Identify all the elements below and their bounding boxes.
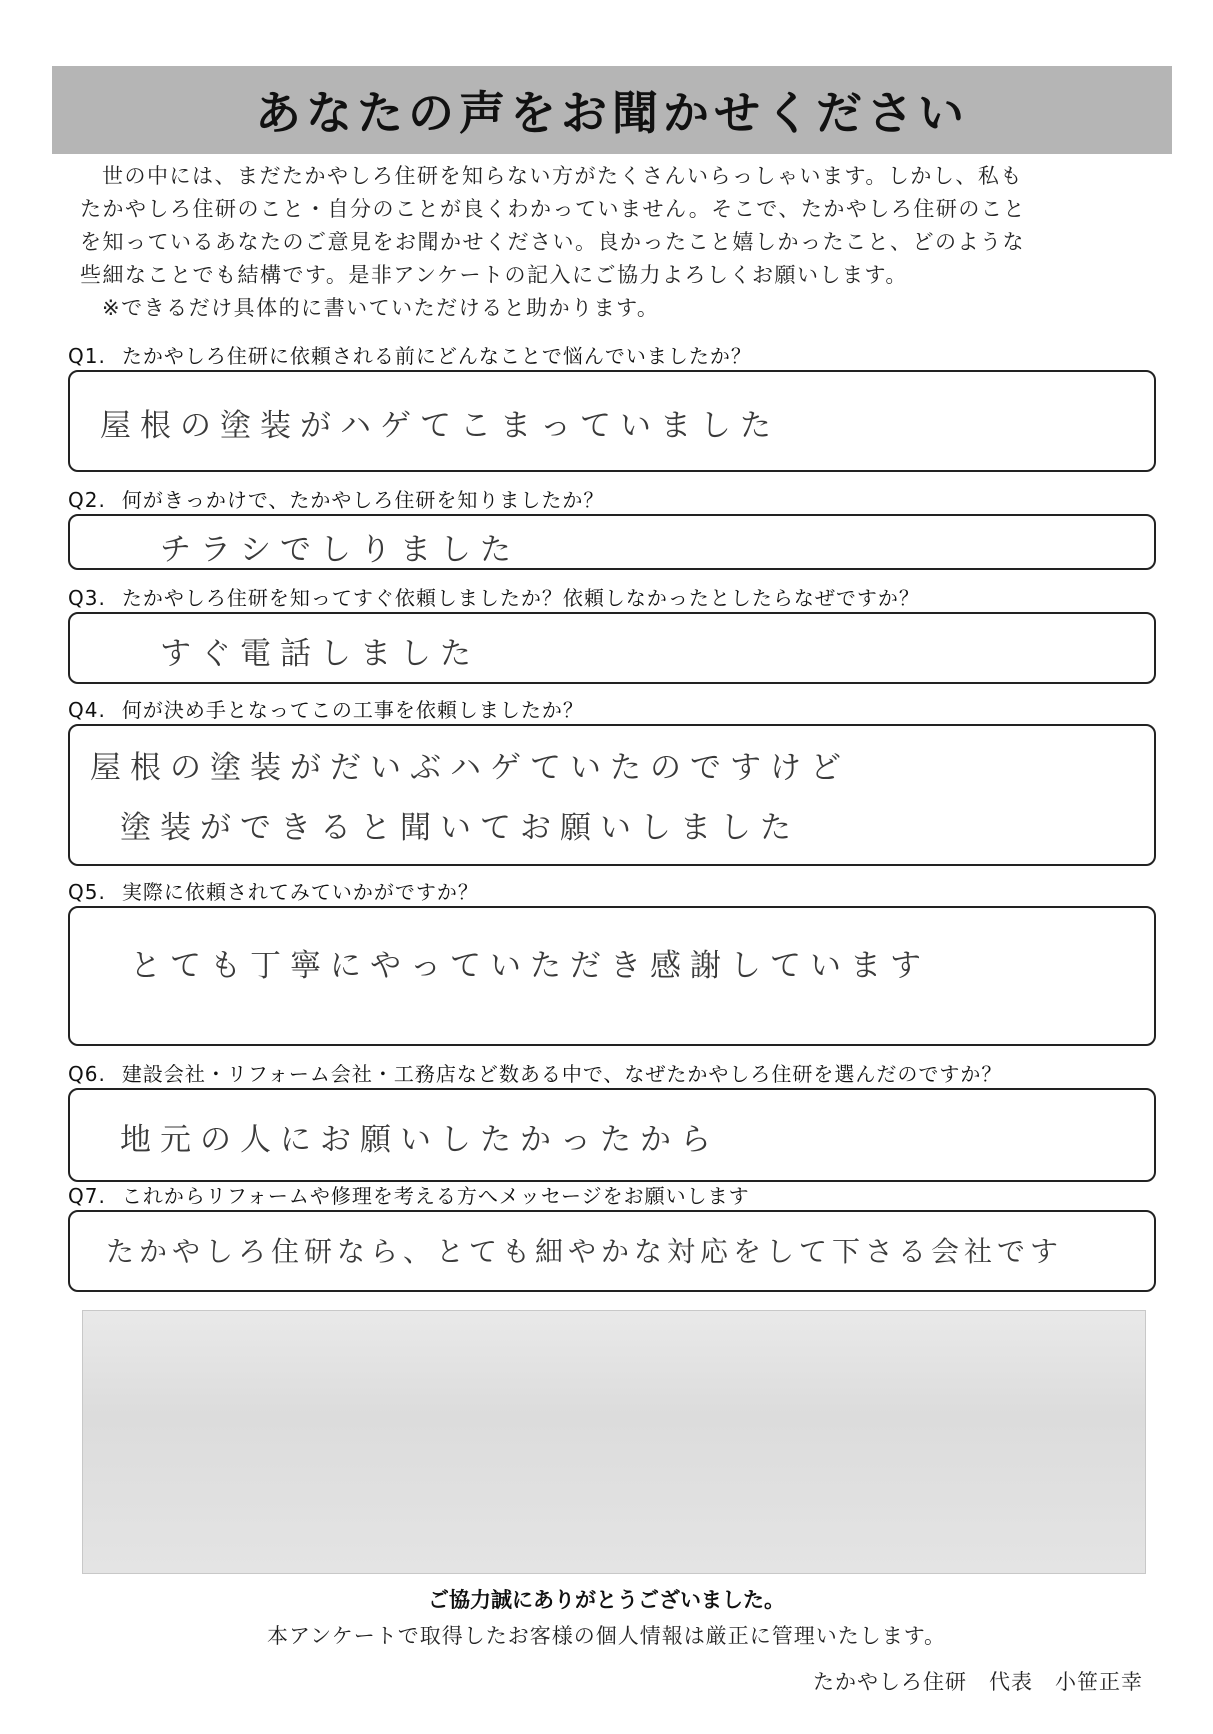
handwritten-answer: 塗装ができると聞いてお願いしました [120,810,800,846]
question-4 [68,694,584,723]
answer-box-7[interactable] [68,1210,1156,1292]
question-text: 何が決め手となってこの工事を依頼しましたか？ [121,698,584,722]
question-text: 実際に依頼されてみていかがですか？ [121,880,479,904]
representative-name: 小笹正幸 [1055,1670,1143,1694]
representative-role: 代表 [989,1670,1033,1694]
answer-box-3[interactable] [68,612,1156,684]
answer-box-6[interactable] [68,1088,1156,1182]
intro-line: たかやしろ住研のこと・自分のことが良くわかっていません。そこで、たかやしろ住研のこと [80,197,1026,221]
company-name: たかやしろ住研 [813,1670,967,1694]
question-3 [68,582,920,611]
title-banner [52,66,1172,154]
handwritten-answer: たかやしろ住研なら、とても細やかな対応をして下さる会社です [106,1235,1064,1268]
question-text: 何がきっかけで、たかやしろ住研を知りましたか？ [121,488,605,512]
answer-box-4[interactable] [68,724,1156,866]
page-title: あなたの声をお聞かせください [255,86,969,140]
question-number: Q4. [68,698,106,722]
privacy-notice: 本アンケートで取得したお客様の個人情報は厳正に管理いたします。 [266,1624,947,1648]
question-text: たかやしろ住研に依頼される前にどんなことで悩んでいましたか？ [121,344,752,368]
answer-box-5[interactable] [68,906,1156,1046]
question-number: Q1. [68,344,106,368]
intro-note: ※できるだけ具体的に書いていただけると助かります。 [102,296,660,320]
intro-line: を知っているあなたのご意見をお聞かせください。良かったこと嬉しかったこと、どのような [80,230,1025,254]
handwritten-answer: 屋根の塗装がハゲてこまっていました [100,408,780,444]
question-number: Q2. [68,488,106,512]
question-7 [68,1180,750,1209]
redacted-area [82,1310,1146,1574]
answer-box-1[interactable] [68,370,1156,472]
question-text: これからリフォームや修理を考える方へメッセージをお願いします [121,1184,750,1208]
question-number: Q6. [68,1062,106,1086]
question-5 [68,876,479,905]
question-2 [68,484,604,513]
question-number: Q5. [68,880,106,904]
intro-line: 世の中には、まだたかやしろ住研を知らない方がたくさんいらっしゃいます。しかし、私も [102,164,1023,188]
handwritten-answer: 屋根の塗装がだいぶハゲていたのですけど [90,750,850,786]
question-6 [68,1058,1002,1087]
handwritten-answer: 地元の人にお願いしたかったから [120,1122,720,1158]
intro-text [80,160,1160,325]
question-text: たかやしろ住研を知ってすぐ依頼しましたか？依頼しなかったとしたらなぜですか？ [121,586,920,610]
question-1 [68,340,752,369]
thanks-message: ご協力誠にありがとうございました。 [428,1588,785,1612]
intro-line: 些細なことでも結構です。是非アンケートの記入にご協力よろしくお願いします。 [80,263,908,287]
question-text: 建設会社・リフォーム会社・工務店など数ある中で、なぜたかやしろ住研を選んだのですか？ [121,1062,1003,1086]
question-number: Q3. [68,586,106,610]
handwritten-answer: とても丁寧にやっていただき感謝しています [130,948,930,984]
question-number: Q7. [68,1184,106,1208]
signature-line [813,1666,1143,1696]
handwritten-answer: すぐ電話しました [160,636,480,672]
answer-box-2[interactable] [68,514,1156,570]
handwritten-answer: チラシでしりました [160,532,520,568]
